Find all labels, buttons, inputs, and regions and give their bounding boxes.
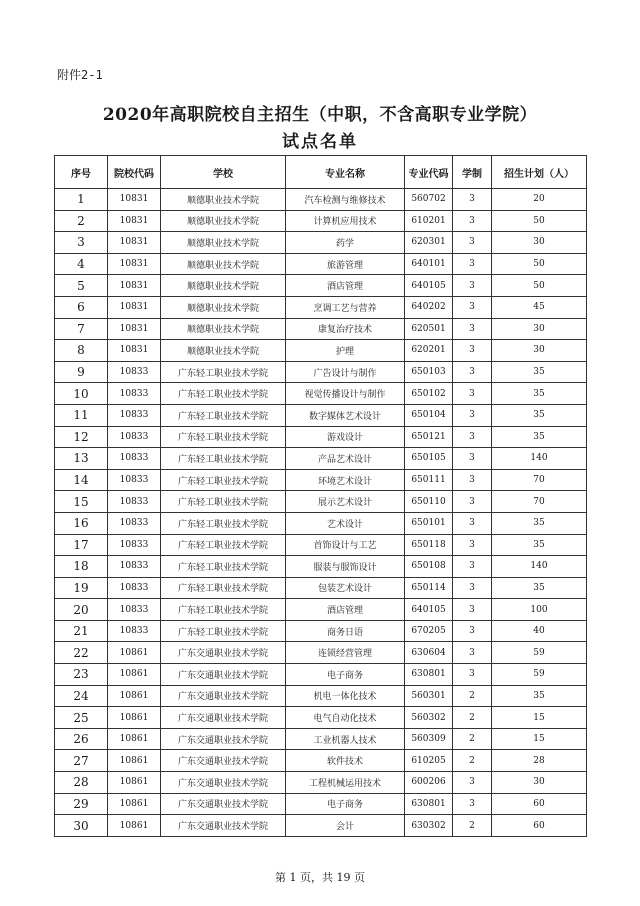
cell-school-code: 10861 [108, 642, 161, 664]
cell-enrollment-plan: 15 [492, 707, 587, 729]
cell-major-name: 康复治疗技术 [286, 318, 405, 340]
cell-major-code: 600206 [405, 772, 453, 794]
header-seq: 序号 [55, 156, 108, 189]
table-row [55, 707, 587, 729]
cell-seq: 25 [55, 707, 108, 729]
cell-school: 广东交通职业技术学院 [161, 707, 286, 729]
cell-seq: 4 [55, 253, 108, 275]
cell-major-name: 展示艺术设计 [286, 491, 405, 513]
cell-duration: 3 [453, 189, 492, 211]
cell-school: 广东轻工职业技术学院 [161, 577, 286, 599]
cell-school: 广东轻工职业技术学院 [161, 448, 286, 470]
table-row [55, 685, 587, 707]
cell-enrollment-plan: 60 [492, 793, 587, 815]
cell-duration: 2 [453, 685, 492, 707]
cell-school-code: 10861 [108, 815, 161, 837]
cell-school: 广东交通职业技术学院 [161, 664, 286, 686]
cell-duration: 3 [453, 210, 492, 232]
cell-major-name: 汽车检测与维修技术 [286, 189, 405, 211]
cell-school: 顺德职业技术学院 [161, 210, 286, 232]
cell-school: 广东交通职业技术学院 [161, 685, 286, 707]
cell-school-code: 10831 [108, 189, 161, 211]
cell-seq: 9 [55, 361, 108, 383]
table-row [55, 491, 587, 513]
table-row [55, 512, 587, 534]
cell-school-code: 10833 [108, 512, 161, 534]
cell-enrollment-plan: 50 [492, 253, 587, 275]
cell-enrollment-plan: 59 [492, 642, 587, 664]
table-row [55, 383, 587, 405]
cell-duration: 3 [453, 275, 492, 297]
cell-duration: 3 [453, 556, 492, 578]
cell-school: 顺德职业技术学院 [161, 296, 286, 318]
cell-enrollment-plan: 35 [492, 383, 587, 405]
cell-seq: 27 [55, 750, 108, 772]
cell-school: 广东轻工职业技术学院 [161, 383, 286, 405]
cell-major-name: 旅游管理 [286, 253, 405, 275]
cell-enrollment-plan: 35 [492, 404, 587, 426]
cell-seq: 22 [55, 642, 108, 664]
table-row [55, 750, 587, 772]
cell-seq: 24 [55, 685, 108, 707]
cell-duration: 3 [453, 383, 492, 405]
table-row [55, 728, 587, 750]
cell-school: 广东交通职业技术学院 [161, 750, 286, 772]
cell-enrollment-plan: 15 [492, 728, 587, 750]
cell-school: 广东轻工职业技术学院 [161, 491, 286, 513]
page-number: 第 1 页，共 19 页 [275, 871, 365, 884]
cell-school-code: 10831 [108, 232, 161, 254]
table-row [55, 469, 587, 491]
cell-school: 广东交通职业技术学院 [161, 772, 286, 794]
cell-seq: 8 [55, 340, 108, 362]
cell-seq: 28 [55, 772, 108, 794]
header-school-code: 院校代码 [108, 156, 161, 189]
attachment-label: 附件2-1 [57, 68, 103, 82]
cell-major-name: 药学 [286, 232, 405, 254]
cell-major-code: 650103 [405, 361, 453, 383]
cell-enrollment-plan: 140 [492, 556, 587, 578]
cell-seq: 26 [55, 728, 108, 750]
cell-major-name: 连锁经营管理 [286, 642, 405, 664]
table-body [55, 189, 587, 837]
cell-school-code: 10831 [108, 340, 161, 362]
cell-duration: 3 [453, 232, 492, 254]
cell-school-code: 10833 [108, 404, 161, 426]
cell-enrollment-plan: 35 [492, 577, 587, 599]
cell-seq: 23 [55, 664, 108, 686]
table-row [55, 577, 587, 599]
cell-major-name: 机电一体化技术 [286, 685, 405, 707]
table-header-row [55, 156, 587, 189]
cell-school-code: 10833 [108, 620, 161, 642]
cell-school-code: 10833 [108, 599, 161, 621]
table-row [55, 253, 587, 275]
cell-major-name: 包装艺术设计 [286, 577, 405, 599]
cell-duration: 2 [453, 750, 492, 772]
cell-major-code: 620201 [405, 340, 453, 362]
cell-major-code: 630604 [405, 642, 453, 664]
cell-duration: 2 [453, 815, 492, 837]
cell-school: 顺德职业技术学院 [161, 253, 286, 275]
cell-school-code: 10833 [108, 534, 161, 556]
cell-school-code: 10833 [108, 448, 161, 470]
cell-seq: 20 [55, 599, 108, 621]
cell-seq: 3 [55, 232, 108, 254]
cell-school-code: 10831 [108, 253, 161, 275]
cell-school: 广东轻工职业技术学院 [161, 620, 286, 642]
cell-duration: 3 [453, 318, 492, 340]
cell-major-name: 计算机应用技术 [286, 210, 405, 232]
cell-enrollment-plan: 35 [492, 512, 587, 534]
cell-duration: 3 [453, 448, 492, 470]
cell-school-code: 10833 [108, 469, 161, 491]
cell-enrollment-plan: 35 [492, 685, 587, 707]
cell-school-code: 10831 [108, 296, 161, 318]
cell-duration: 3 [453, 296, 492, 318]
cell-school-code: 10861 [108, 664, 161, 686]
cell-major-name: 艺术设计 [286, 512, 405, 534]
cell-major-name: 电子商务 [286, 793, 405, 815]
cell-school: 广东交通职业技术学院 [161, 642, 286, 664]
cell-seq: 10 [55, 383, 108, 405]
header-enrollment-plan: 招生计划（人） [492, 156, 587, 189]
page-subtitle: 试点名单 [282, 132, 358, 152]
table-row [55, 361, 587, 383]
cell-seq: 1 [55, 189, 108, 211]
cell-duration: 2 [453, 728, 492, 750]
cell-major-code: 650111 [405, 469, 453, 491]
cell-major-code: 640202 [405, 296, 453, 318]
table-row [55, 340, 587, 362]
cell-major-name: 服装与服饰设计 [286, 556, 405, 578]
cell-major-name: 数字媒体艺术设计 [286, 404, 405, 426]
cell-school-code: 10861 [108, 685, 161, 707]
cell-enrollment-plan: 59 [492, 664, 587, 686]
cell-major-name: 广告设计与制作 [286, 361, 405, 383]
cell-major-name: 视觉传播设计与制作 [286, 383, 405, 405]
cell-major-code: 650101 [405, 512, 453, 534]
cell-major-code: 560301 [405, 685, 453, 707]
table-row [55, 599, 587, 621]
cell-school: 顺德职业技术学院 [161, 318, 286, 340]
cell-school: 广东轻工职业技术学院 [161, 404, 286, 426]
cell-school-code: 10833 [108, 361, 161, 383]
cell-seq: 11 [55, 404, 108, 426]
cell-major-code: 670205 [405, 620, 453, 642]
cell-seq: 29 [55, 793, 108, 815]
cell-major-name: 电子商务 [286, 664, 405, 686]
cell-enrollment-plan: 40 [492, 620, 587, 642]
table-row [55, 556, 587, 578]
cell-enrollment-plan: 30 [492, 772, 587, 794]
cell-enrollment-plan: 30 [492, 232, 587, 254]
cell-school-code: 10833 [108, 491, 161, 513]
cell-major-code: 630801 [405, 793, 453, 815]
cell-school: 顺德职业技术学院 [161, 232, 286, 254]
cell-school-code: 10833 [108, 577, 161, 599]
cell-duration: 3 [453, 469, 492, 491]
table-row [55, 534, 587, 556]
header-major-name: 专业名称 [286, 156, 405, 189]
cell-major-code: 650102 [405, 383, 453, 405]
table-row [55, 642, 587, 664]
cell-duration: 3 [453, 512, 492, 534]
cell-seq: 6 [55, 296, 108, 318]
cell-major-name: 产品艺术设计 [286, 448, 405, 470]
cell-school-code: 10861 [108, 772, 161, 794]
cell-school: 广东轻工职业技术学院 [161, 599, 286, 621]
cell-enrollment-plan: 35 [492, 361, 587, 383]
cell-school-code: 10861 [108, 750, 161, 772]
cell-major-code: 650118 [405, 534, 453, 556]
cell-major-name: 护理 [286, 340, 405, 362]
cell-seq: 14 [55, 469, 108, 491]
cell-duration: 3 [453, 793, 492, 815]
cell-enrollment-plan: 70 [492, 491, 587, 513]
cell-school-code: 10861 [108, 707, 161, 729]
table-row [55, 815, 587, 837]
cell-duration: 3 [453, 664, 492, 686]
cell-major-code: 630302 [405, 815, 453, 837]
cell-school: 广东轻工职业技术学院 [161, 512, 286, 534]
header-major-code: 专业代码 [405, 156, 453, 189]
cell-major-code: 650110 [405, 491, 453, 513]
cell-enrollment-plan: 50 [492, 210, 587, 232]
cell-school: 广东轻工职业技术学院 [161, 556, 286, 578]
cell-major-name: 游戏设计 [286, 426, 405, 448]
table-row [55, 275, 587, 297]
cell-major-code: 650105 [405, 448, 453, 470]
table-row [55, 318, 587, 340]
cell-school-code: 10831 [108, 210, 161, 232]
cell-school-code: 10831 [108, 275, 161, 297]
cell-major-code: 640105 [405, 599, 453, 621]
header-school: 学校 [161, 156, 286, 189]
cell-duration: 2 [453, 707, 492, 729]
cell-major-code: 640105 [405, 275, 453, 297]
cell-major-code: 650108 [405, 556, 453, 578]
cell-school-code: 10831 [108, 318, 161, 340]
cell-duration: 3 [453, 253, 492, 275]
cell-enrollment-plan: 20 [492, 189, 587, 211]
cell-major-name: 软件技术 [286, 750, 405, 772]
cell-duration: 3 [453, 577, 492, 599]
cell-school: 广东交通职业技术学院 [161, 815, 286, 837]
table-row [55, 232, 587, 254]
cell-major-name: 工业机器人技术 [286, 728, 405, 750]
cell-major-code: 560309 [405, 728, 453, 750]
cell-seq: 7 [55, 318, 108, 340]
cell-enrollment-plan: 30 [492, 318, 587, 340]
cell-major-code: 560302 [405, 707, 453, 729]
cell-duration: 3 [453, 599, 492, 621]
cell-school: 广东轻工职业技术学院 [161, 469, 286, 491]
table-row [55, 404, 587, 426]
cell-school: 顺德职业技术学院 [161, 275, 286, 297]
cell-school-code: 10833 [108, 383, 161, 405]
cell-major-name: 酒店管理 [286, 599, 405, 621]
cell-major-name: 会计 [286, 815, 405, 837]
table-row [55, 210, 587, 232]
cell-enrollment-plan: 70 [492, 469, 587, 491]
cell-major-name: 工程机械运用技术 [286, 772, 405, 794]
cell-major-name: 烹调工艺与营养 [286, 296, 405, 318]
cell-seq: 15 [55, 491, 108, 513]
cell-major-code: 650121 [405, 426, 453, 448]
cell-seq: 30 [55, 815, 108, 837]
cell-enrollment-plan: 60 [492, 815, 587, 837]
cell-enrollment-plan: 35 [492, 534, 587, 556]
cell-school: 广东交通职业技术学院 [161, 728, 286, 750]
cell-duration: 3 [453, 340, 492, 362]
cell-school: 广东轻工职业技术学院 [161, 534, 286, 556]
cell-major-name: 电气自动化技术 [286, 707, 405, 729]
cell-major-name: 环境艺术设计 [286, 469, 405, 491]
cell-seq: 12 [55, 426, 108, 448]
cell-seq: 21 [55, 620, 108, 642]
table-row [55, 620, 587, 642]
cell-major-code: 640101 [405, 253, 453, 275]
cell-enrollment-plan: 28 [492, 750, 587, 772]
cell-school-code: 10861 [108, 793, 161, 815]
cell-major-code: 610201 [405, 210, 453, 232]
cell-school: 顺德职业技术学院 [161, 189, 286, 211]
cell-enrollment-plan: 140 [492, 448, 587, 470]
table-row [55, 189, 587, 211]
cell-school-code: 10861 [108, 728, 161, 750]
cell-enrollment-plan: 35 [492, 426, 587, 448]
cell-major-code: 630801 [405, 664, 453, 686]
cell-major-code: 560702 [405, 189, 453, 211]
cell-enrollment-plan: 45 [492, 296, 587, 318]
table-row [55, 448, 587, 470]
cell-seq: 5 [55, 275, 108, 297]
cell-duration: 3 [453, 404, 492, 426]
cell-major-name: 首饰设计与工艺 [286, 534, 405, 556]
cell-duration: 3 [453, 534, 492, 556]
cell-school: 广东交通职业技术学院 [161, 793, 286, 815]
cell-duration: 3 [453, 620, 492, 642]
cell-duration: 3 [453, 772, 492, 794]
pilot-list-table [54, 155, 587, 837]
cell-major-code: 650104 [405, 404, 453, 426]
cell-school-code: 10833 [108, 426, 161, 448]
cell-school-code: 10833 [108, 556, 161, 578]
cell-seq: 16 [55, 512, 108, 534]
cell-school: 广东轻工职业技术学院 [161, 361, 286, 383]
cell-duration: 3 [453, 491, 492, 513]
table-row [55, 772, 587, 794]
cell-seq: 13 [55, 448, 108, 470]
cell-major-code: 620301 [405, 232, 453, 254]
header-duration: 学制 [453, 156, 492, 189]
cell-major-code: 620501 [405, 318, 453, 340]
cell-enrollment-plan: 50 [492, 275, 587, 297]
cell-duration: 3 [453, 642, 492, 664]
cell-duration: 3 [453, 426, 492, 448]
cell-enrollment-plan: 100 [492, 599, 587, 621]
cell-major-name: 商务日语 [286, 620, 405, 642]
table-row [55, 296, 587, 318]
cell-school: 广东轻工职业技术学院 [161, 426, 286, 448]
table-row [55, 793, 587, 815]
cell-seq: 19 [55, 577, 108, 599]
cell-duration: 3 [453, 361, 492, 383]
cell-school: 顺德职业技术学院 [161, 340, 286, 362]
cell-seq: 18 [55, 556, 108, 578]
cell-major-code: 650114 [405, 577, 453, 599]
table-row [55, 664, 587, 686]
table-row [55, 426, 587, 448]
cell-seq: 2 [55, 210, 108, 232]
cell-major-name: 酒店管理 [286, 275, 405, 297]
page-title: 2020年高职院校自主招生（中职，不含高职专业学院） [102, 105, 538, 125]
cell-enrollment-plan: 30 [492, 340, 587, 362]
cell-seq: 17 [55, 534, 108, 556]
cell-major-code: 610205 [405, 750, 453, 772]
